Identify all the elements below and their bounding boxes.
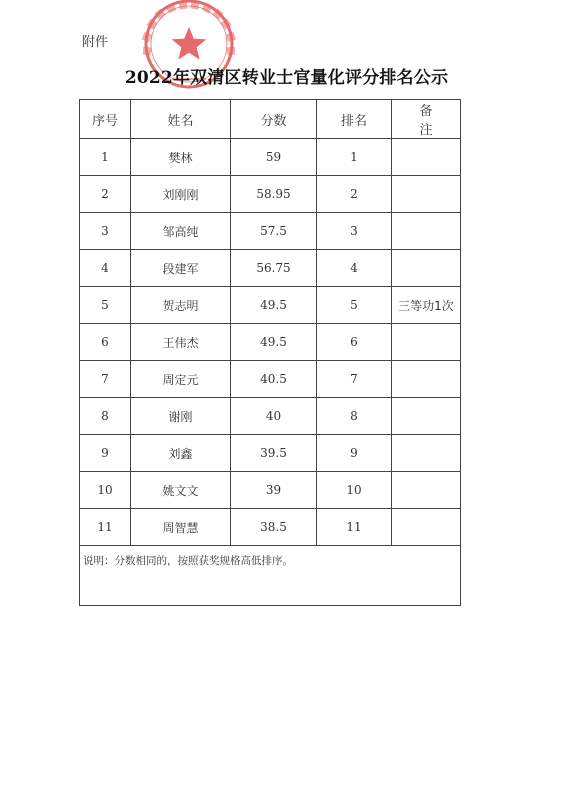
cell-seq: 10 [80, 472, 131, 509]
cell-rank: 5 [317, 287, 392, 324]
table-row [80, 361, 461, 398]
cell-name: 谢刚 [131, 398, 231, 435]
cell-name: 樊林 [131, 139, 231, 176]
cell-seq: 3 [80, 213, 131, 250]
cell-remark [392, 176, 461, 213]
cell-name: 姚文文 [131, 472, 231, 509]
header-name: 姓名 [131, 100, 231, 139]
cell-remark [392, 398, 461, 435]
table-row [80, 398, 461, 435]
cell-remark [392, 509, 461, 546]
cell-remark [392, 472, 461, 509]
cell-remark [392, 435, 461, 472]
cell-score: 57.5 [231, 213, 317, 250]
table-row [80, 324, 461, 361]
cell-name: 周智慧 [131, 509, 231, 546]
cell-score: 56.75 [231, 250, 317, 287]
table-row [80, 176, 461, 213]
cell-remark [392, 139, 461, 176]
table-row [80, 250, 461, 287]
cell-name: 刘刚刚 [131, 176, 231, 213]
table-note-row [80, 546, 461, 606]
cell-name: 邹高纯 [131, 213, 231, 250]
cell-seq: 5 [80, 287, 131, 324]
cell-seq: 8 [80, 398, 131, 435]
cell-rank: 3 [317, 213, 392, 250]
cell-score: 40 [231, 398, 317, 435]
cell-seq: 2 [80, 176, 131, 213]
table-row [80, 472, 461, 509]
cell-score: 39 [231, 472, 317, 509]
cell-rank: 9 [317, 435, 392, 472]
cell-rank: 7 [317, 361, 392, 398]
table-header-row [80, 100, 461, 139]
cell-score: 38.5 [231, 509, 317, 546]
cell-rank: 8 [317, 398, 392, 435]
cell-name: 周定元 [131, 361, 231, 398]
cell-rank: 6 [317, 324, 392, 361]
cell-score: 49.5 [231, 324, 317, 361]
cell-remark: 三等功1次 [392, 287, 461, 324]
cell-score: 40.5 [231, 361, 317, 398]
ranking-table [79, 99, 461, 606]
table-row [80, 287, 461, 324]
cell-remark [392, 361, 461, 398]
header-remark: 备 注 [392, 100, 461, 139]
cell-name: 段建军 [131, 250, 231, 287]
cell-rank: 4 [317, 250, 392, 287]
cell-seq: 11 [80, 509, 131, 546]
cell-remark [392, 250, 461, 287]
table-row [80, 139, 461, 176]
table-row [80, 509, 461, 546]
cell-rank: 11 [317, 509, 392, 546]
cell-seq: 7 [80, 361, 131, 398]
cell-remark [392, 213, 461, 250]
cell-score: 39.5 [231, 435, 317, 472]
cell-rank: 2 [317, 176, 392, 213]
page-title: 2022年双清区转业士官量化评分排名公示 [124, 68, 449, 88]
table-row [80, 435, 461, 472]
cell-seq: 4 [80, 250, 131, 287]
header-score: 分数 [231, 100, 317, 139]
cell-score: 59 [231, 139, 317, 176]
cell-score: 49.5 [231, 287, 317, 324]
cell-score: 58.95 [231, 176, 317, 213]
cell-seq: 9 [80, 435, 131, 472]
official-seal-icon [130, 0, 248, 106]
cell-rank: 1 [317, 139, 392, 176]
header-seq: 序号 [80, 100, 131, 139]
cell-name: 刘鑫 [131, 435, 231, 472]
attachment-label: 附件 [82, 35, 109, 50]
table-note: 说明：分数相同的，按照获奖规格高低排序。 [80, 546, 461, 606]
cell-remark [392, 324, 461, 361]
cell-seq: 1 [80, 139, 131, 176]
cell-name: 贺志明 [131, 287, 231, 324]
table-row [80, 213, 461, 250]
cell-rank: 10 [317, 472, 392, 509]
cell-name: 王伟杰 [131, 324, 231, 361]
cell-seq: 6 [80, 324, 131, 361]
header-rank: 排名 [317, 100, 392, 139]
